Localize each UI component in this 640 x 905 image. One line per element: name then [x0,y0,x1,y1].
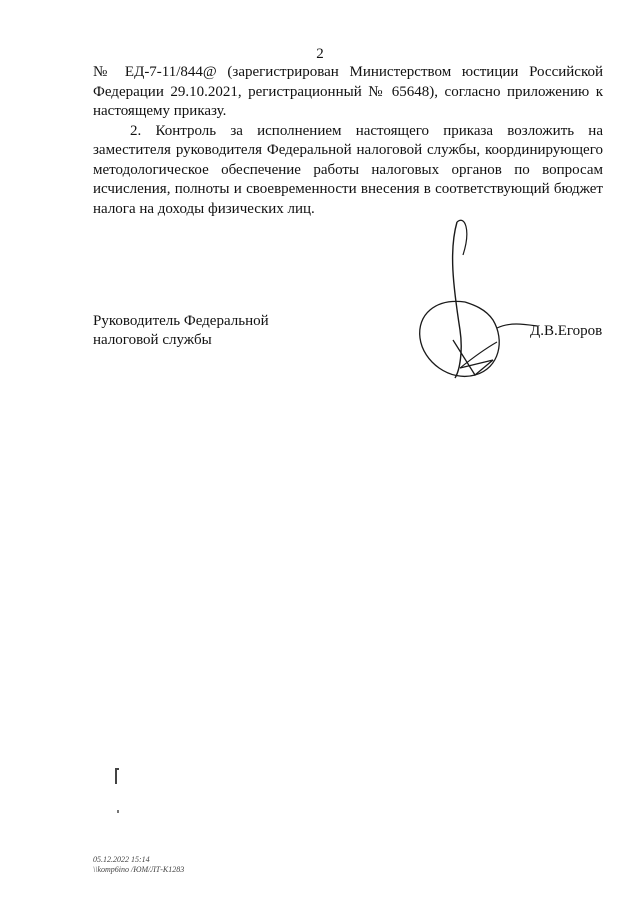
paragraph-continuation: № ЕД-7-11/844@ (зарегистрирован Министерством юстиции Российской Федерации 29.10.2021, регистрационный № 65648), согласно приложению к настоящему приказу. [93,64,603,119]
margin-dot [117,810,119,813]
document-body [93,63,603,219]
signatory-name: Д.В.Егоров [530,323,603,339]
handwritten-signature [405,210,540,390]
document-footer [93,855,184,875]
position-line-1: Руководитель Федеральной [93,313,269,329]
signatory-position [93,312,269,350]
paragraph-control: 2. Контроль за исполнением настоящего приказа возложить на заместителя руководителя Федеральной налоговой службы, координирующего методологическое обеспечение работы налоговых органов по вопросам исчисления, полноты и своевременности внесения в соответствующий бюджет налога на доходы физических лиц. [93,122,603,217]
footer-timestamp: 05.12.2022 15:14 [93,855,150,864]
page-number: 2 [316,46,324,62]
position-line-2: налоговой службы [93,332,212,348]
margin-mark [115,768,117,784]
footer-path: \\komp6ino /ЮМ/ЛТ-К1283 [93,865,185,874]
signature-graphic [405,210,540,390]
